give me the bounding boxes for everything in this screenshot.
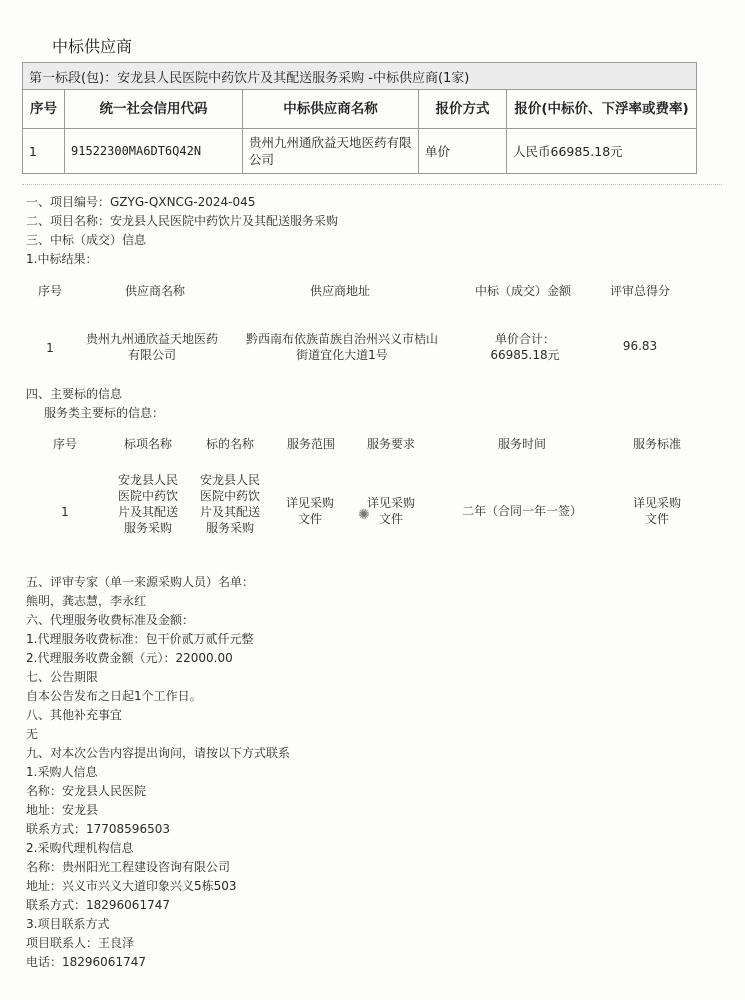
detail-line: 熊明，龚志慧，李永红 (26, 594, 147, 608)
detail-line: 项目联系人：王良泽 (26, 936, 135, 950)
detail-line: 2.采购代理机构信息 (26, 841, 134, 855)
column-header: 供应商地址 (309, 284, 370, 298)
column-header: 中标供应商名称 (243, 90, 419, 129)
column-header: 报价(中标价、下浮率或费率) (507, 90, 697, 129)
page-heading: 中标供应商 (52, 37, 133, 56)
detail-line: 名称：贵州阳光工程建设咨询有限公司 (26, 860, 231, 874)
detail-line: 3.项目联系方式 (26, 917, 110, 931)
column-header: 报价方式 (419, 90, 507, 129)
supplier-name: 贵州九州通欣益天地医药有限公司 (85, 332, 218, 362)
column-header: 统一社会信用代码 (65, 90, 243, 129)
column-header: 服务标准 (632, 437, 681, 451)
detail-line: 六、代理服务收费标准及金额： (26, 613, 195, 627)
section-title: 三、中标（成交）信息 (26, 233, 147, 247)
section-subtitle: 服务类主要标的信息： (44, 406, 165, 420)
column-header: 评审总得分 (609, 284, 670, 298)
quote-method-cell: 单价 (419, 129, 507, 174)
detail-line: 七、公告期限 (26, 670, 99, 684)
credit-code-cell: 91522300MA6DT6Q42N (65, 129, 243, 174)
review-score: 96.83 (622, 339, 658, 353)
service-requirement: 详见采购文件 (366, 496, 415, 526)
detail-line: 联系方式：18296061747 (26, 898, 170, 912)
column-header: 标项名称 (123, 437, 172, 451)
row-number: 1 (46, 341, 54, 355)
detail-line: 八、其他补充事宜 (26, 708, 123, 722)
detail-line: 地址：安龙县 (26, 803, 99, 817)
divider (22, 184, 722, 185)
column-header: 服务时间 (497, 437, 546, 451)
project-name: 二、项目名称：安龙县人民医院中药饮片及其配送服务采购 (26, 214, 339, 228)
column-header: 序号 (23, 90, 65, 129)
service-standard: 详见采购文件 (632, 496, 681, 526)
section-subtitle: 1.中标结果： (26, 252, 98, 266)
supplier-name-cell: 贵州九州通欣益天地医药有限公司 (243, 129, 419, 174)
section-title: 四、主要标的信息 (26, 387, 123, 401)
detail-line: 无 (26, 727, 39, 741)
detail-line: 九、对本次公告内容提出询问，请按以下方式联系 (26, 746, 291, 760)
item-name: 安龙县人民医院中药饮片及其配送服务采购 (117, 473, 178, 535)
column-header: 服务范围 (286, 437, 335, 451)
table-row (23, 129, 697, 174)
column-header: 标的名称 (205, 437, 254, 451)
detail-line: 联系方式：17708596503 (26, 822, 170, 836)
object-name: 安龙县人民医院中药饮片及其配送服务采购 (199, 473, 260, 535)
winning-supplier-table (22, 62, 697, 174)
detail-line: 1.代理服务收费标准：包干价贰万贰仟元整 (26, 632, 254, 646)
award-amount: 单价合计：66985.18元 (490, 332, 560, 362)
detail-line: 1.采购人信息 (26, 765, 98, 779)
project-number: 一、项目编号：GZYG-QXNCG-2024-045 (26, 195, 256, 209)
column-header: 中标（成交）金额 (474, 284, 571, 298)
table-cell: 1 (23, 129, 65, 174)
detail-line: 名称：安龙县人民医院 (26, 784, 147, 798)
table-caption: 第一标段(包)：安龙县人民医院中药饮片及其配送服务采购 -中标供应商(1家) (23, 63, 697, 90)
detail-line: 自本公告发布之日起1个工作日。 (26, 689, 202, 703)
column-header: 序号 (37, 284, 62, 298)
loading-spinner-icon: ✺ (358, 507, 370, 523)
detail-line: 五、评审专家（单一来源采购人员）名单： (26, 575, 255, 589)
detail-line: 地址：兴义市兴义大道印象兴义5栋503 (26, 879, 237, 893)
service-time: 二年（合同一年一签） (461, 504, 582, 518)
column-header: 供应商名称 (124, 284, 185, 298)
supplier-address: 黔西南布依族苗族自治州兴义市桔山街道宜化大道1号 (245, 332, 438, 362)
column-header: 序号 (52, 437, 77, 451)
column-header: 服务要求 (366, 437, 415, 451)
row-number: 1 (61, 505, 69, 519)
detail-line: 2.代理服务收费金额（元）：22000.00 (26, 651, 233, 665)
quote-cell: 人民币66985.18元 (507, 129, 697, 174)
service-scope: 详见采购文件 (285, 496, 334, 526)
detail-line: 电话：18296061747 (26, 955, 146, 969)
